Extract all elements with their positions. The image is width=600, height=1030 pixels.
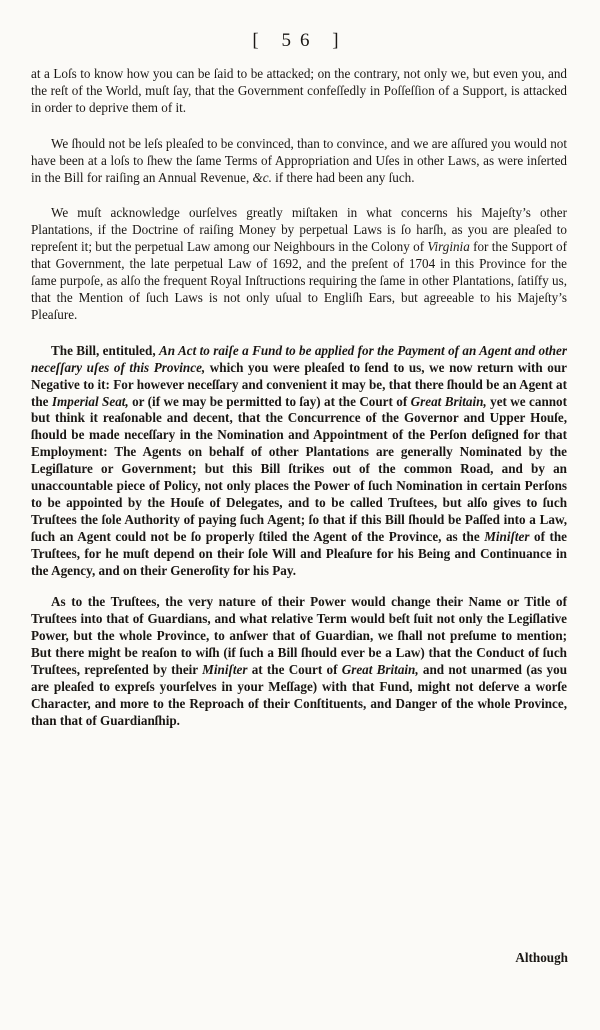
- paragraph-5: As to the Truſtees, the very nature of their Power would change their Name or Title of Truſtees into that of Guardians, and what relative Term would beſt ſuit not only the Legiſlative Power, but the whole Province, to anſwer that of Guardian, we ſhall not preſume to mention; But there might be reaſon to wiſh (if ſuch a Bill ſhould ever be a Law) that the Conduct of ſuch Truſtees, repreſented by their Miniſter at the Court of Great Britain, and not unarmed (as you are pleaſed to expreſs yourſelves in your Meſſage) with that Fund, might not deſerve a worſe Character, and more to the Reproach of their Conſtituents, and Danger of the whole Province, than that of Guardianſhip.: [31, 594, 568, 728]
- catchword: Although: [515, 950, 568, 965]
- paragraph-1: at a Loſs to know how you can be ſaid to be attacked; on the contrary, not only we, but even you, and the reſt of the World, muſt ſay, that the Government confeſſedly in Poſſeſſion of a Support, is attacked in order to deprive them of it.: [31, 66, 567, 115]
- page-number: [ 56 ]: [252, 30, 348, 51]
- body-text: [31, 66, 567, 730]
- paragraph-2: We ſhould not be leſs pleaſed to be convinced, than to convince, and we are aſſured you would not have been at a loſs to ſhew the ſame Terms of Appropriation and Uſes in other Laws, as were inſerted in the Bill for raiſing an Annual Revenue, &c. if there had been any ſuch.: [31, 135, 567, 185]
- paragraph-3: We muſt acknowledge ourſelves greatly miſtaken in what concerns his Majeſty’s other Plantations, if the Doctrine of raiſing Money by perpetual Laws is ſo harſh, as you are pleaſed to repreſent it; but the perpetual Law among our Neighbours in the Colony of Virginia for the Support of that Government, the late perpetual Law of 1692, and the preſent of 1704 in this Province for the ſame purpoſe, as alſo the frequent Royal Inſtructions requiring the ſame in other Plantations, ſatiſfy us, that the Mention of ſuch Laws is not only uſual to Engliſh Ears, but agreeable to his Majeſty’s Pleaſure.: [31, 205, 567, 322]
- paragraph-4: The Bill, entituled, An Act to raiſe a Fund to be applied for the Payment of an Agent and other neceſſary uſes of this Province, which you were pleaſed to ſend to us, we now return with our Negative to it: For however neceſſary and convenient it may be, that there ſhould be an Agent at the Imperial Seat, or (if we may be permitted to ſay) at the Court of Great Britain, yet we cannot but think it reaſonable and decent, that the Concurrence of the Governor and Upper Houſe, ſhould be made neceſſary in the Nomination and Appointment of the Perſon deſigned for that Employment: The Agents on behalf of other Plantations are generally Nominated by the Legiſlature or Government; but this Bill ſtrikes out of the common Road, and by an unaccountable piece of Policy, not only places the Power of ſuch Nomination in certain Perſons to be appointed by the Houſe of Delegates, and to be called Truſtees, but alſo gives to ſuch Truſtees the ſole Authority of paying ſuch Agent; ſo that if this Bill ſhould be Paſſed into a Law, ſuch an Agent could not be ſo properly ſtiled the Agent of the Province, as the Miniſter of the Truſtees, for he muſt depend on their ſole Will and Pleaſure for his Being and Continuance in the Agency, and on their Generoſity for his Pay.: [31, 342, 568, 578]
